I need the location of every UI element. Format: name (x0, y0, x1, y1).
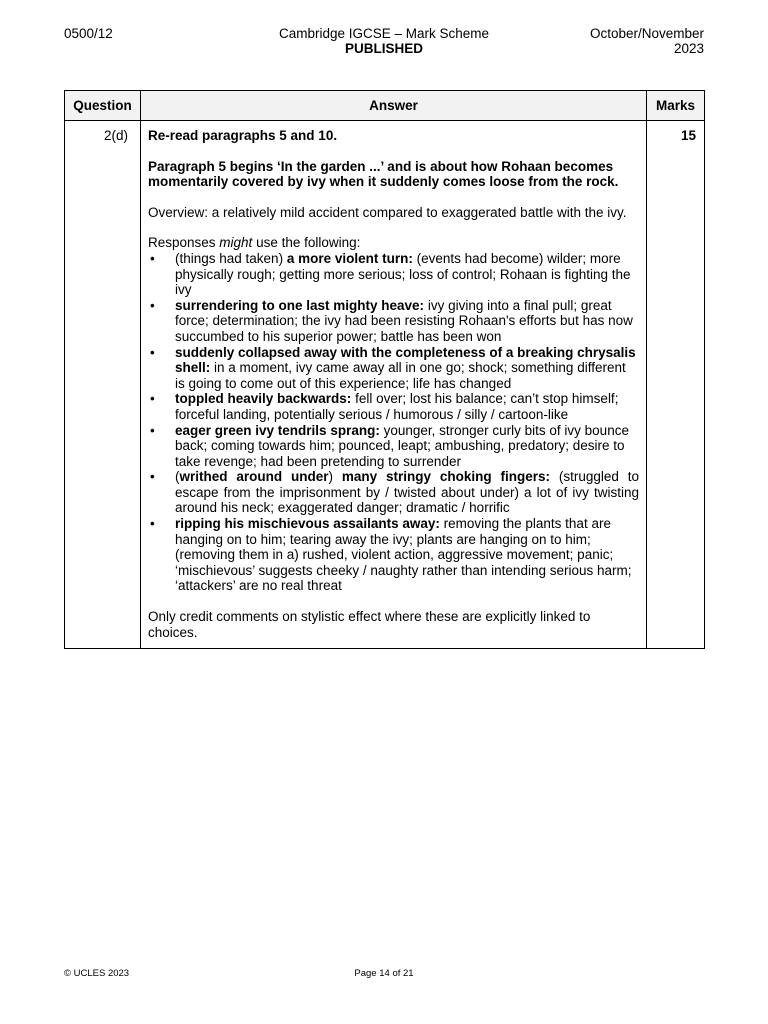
closing-note: Only credit comments on stylistic effect where these are explicitly linked to choices. (148, 609, 591, 640)
exam-session: October/November (589, 26, 704, 41)
marks-column-header: Marks (647, 91, 705, 121)
page-number: Page 14 of 21 (354, 968, 414, 979)
list-item: • (writhed around under) many stringy choking fingers: (struggled to escape from the imprisonment by / twisted about under) a lot of ivy twisting around his neck; exaggerated danger; dramatic / horrific (148, 469, 639, 516)
document-title: Cambridge IGCSE – Mark Scheme (278, 26, 490, 41)
question-column-header: Question (65, 91, 141, 121)
answer-cell (141, 121, 647, 649)
mark-scheme-table (64, 90, 705, 649)
emphasis-might: might (219, 235, 253, 251)
overview-text: Overview: a relatively mild accident compared to exaggerated battle with the ivy. (148, 204, 627, 220)
question-number: 2(d) (65, 121, 141, 649)
list-item: • eager green ivy tendrils sprang: younger, stronger curly bits of ivy bounce back; coming towards him; pounced, leapt; ambushing, predatory; desire to take revenge; had been pretending to surrender (148, 423, 639, 470)
answer-column-header: Answer (141, 91, 647, 121)
list-item: • ripping his mischievous assailants away: removing the plants that are hanging on to him; tearing away the ivy; plants are hanging on to him; (removing them in a) rushed, violent action, aggressive movement; panic; ‘mischievous’ suggests cheeky / naughty rather than intending serious harm; ‘attackers’ are no real threat (148, 516, 639, 594)
published-label: PUBLISHED (344, 41, 423, 56)
list-item: • surrendering to one last mighty heave: ivy giving into a final pull; great force; determination; the ivy had been resisting Rohaan's efforts but has now succumbed to his superior power; battle has been won (148, 298, 639, 345)
exam-year: 2023 (673, 41, 704, 56)
exam-session-block (590, 26, 704, 56)
table-header-row (65, 91, 705, 121)
paragraph-intro: Paragraph 5 begins ‘In the garden ...’ and is about how Rohaan becomes momentarily covered by ivy when it suddenly comes loose from the rock. (148, 158, 619, 190)
list-item: • suddenly collapsed away with the completeness of a breaking chrysalis shell: in a moment, ivy came away all in one go; shock; something different is going to come out of this experience; life has changed (148, 345, 639, 392)
instruction-text: Re-read paragraphs 5 and 10. (148, 128, 338, 143)
list-item: • toppled heavily backwards: fell over; lost his balance; can’t stop himself; forceful landing, potentially serious / humorous / silly / cartoon-like (148, 391, 639, 422)
list-item: • (things had taken) a more violent turn: (events had become) wilder; more physically rough; getting more serious; loss of control; Rohaan is fighting the ivy (148, 251, 639, 298)
marks-value: 15 (647, 121, 705, 649)
copyright-notice: © UCLES 2023 (64, 968, 130, 979)
response-list (148, 251, 639, 594)
syllabus-code: 0500/12 (64, 26, 113, 41)
responses-intro: Responses might use the following: (148, 235, 361, 251)
table-row (65, 121, 705, 649)
